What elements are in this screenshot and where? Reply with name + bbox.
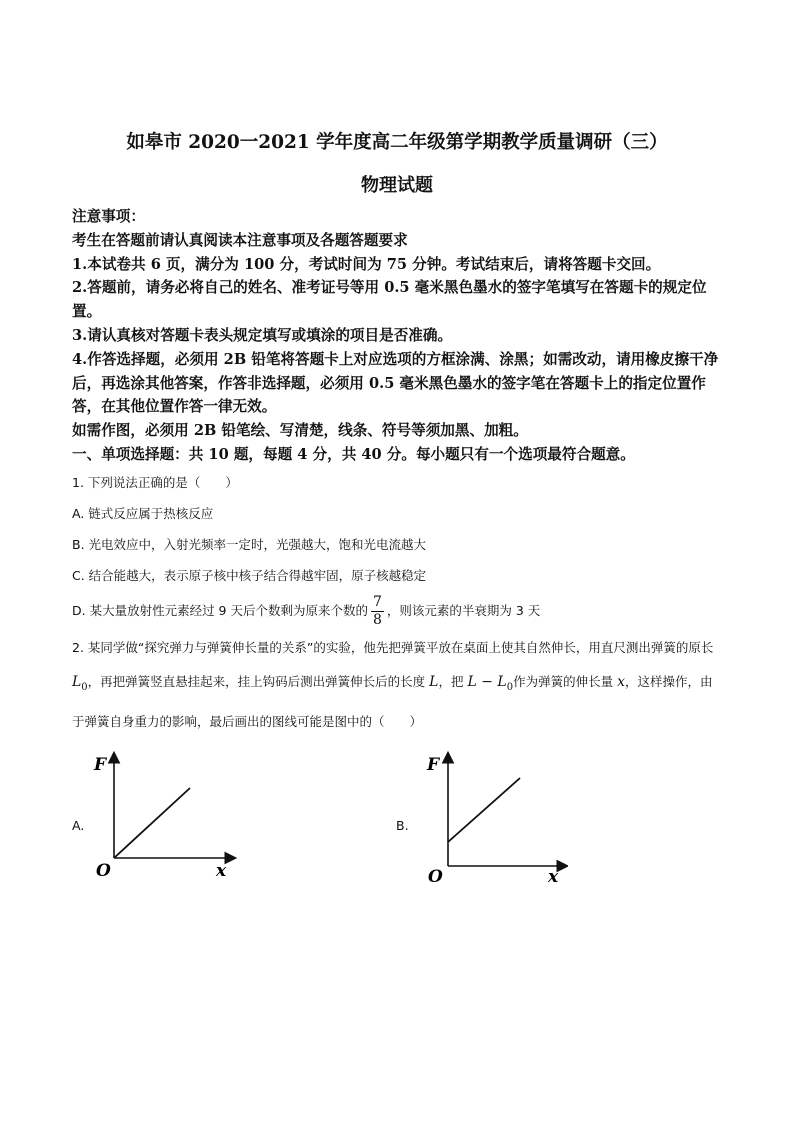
math-var: L <box>72 673 82 690</box>
notice-line: 3.请认真核对答题卡表头规定填写或填涂的项目是否准确。 <box>72 326 453 344</box>
option-d-text: D. 某大量放射性元素经过 9 天后个数剩为原来个数的 <box>72 602 368 618</box>
graph-b <box>418 748 568 883</box>
question-stem: 1. 下列说法正确的是（ ） <box>72 474 238 490</box>
math-var: L <box>467 673 477 690</box>
option-d <box>72 591 722 631</box>
exam-title: 如皋市 2020一2021 学年度高二年级第学期教学质量调研（三） <box>126 132 668 153</box>
stem-text: 2. 某同学做“探究弹力与弹簧伸长量的关系”的实验，他先把弹簧平放在桌面上使其自然伸长，用直尺测出弹簧的原长 <box>72 639 714 655</box>
math-L: L <box>429 673 439 690</box>
math-var: L <box>497 673 507 690</box>
notice-line: 2.答题前，请务必将自己的姓名、准考证号等用 0.5 毫米黑色墨水的签字笔填写在答题卡的规定位置。 <box>72 279 707 321</box>
fraction <box>371 594 384 629</box>
math-L0 <box>72 673 88 693</box>
stem-text: 作为弹簧的伸长量 <box>513 673 614 689</box>
stem-text: ，再把弹簧竖直悬挂起来，挂上钩码后测出弹簧伸长后的长度 <box>87 673 426 689</box>
origin-label: O <box>96 861 111 881</box>
fraction-denominator: 8 <box>372 611 382 628</box>
notice-heading: 注意事项： <box>72 208 145 225</box>
data-line <box>448 778 520 842</box>
y-axis-label: F <box>94 755 107 775</box>
graph-a <box>92 748 242 883</box>
notice-line: 4.作答选择题，必须用 2B 铅笔将答题卡上对应选项的方框涂满、涂黑；如需改动，请用橡皮擦干净后，再选涂其他答案，作答非选择题，必须用 0.5 毫米黑色墨水的签字笔在答题卡上的指定位置作答，在其他位置作答一律无效。 <box>72 350 719 416</box>
x-axis-label: x <box>548 867 559 883</box>
notice-line: 1.本试卷共 6 页，满分为 100 分，考试时间为 75 分钟。考试结束后，请将答题卡交回。 <box>72 255 661 273</box>
option-d-text-end: ，则该元素的半衰期为 3 天 <box>386 602 541 618</box>
option-b: B. 光电效应中，入射光频率一定时，光强越大，饱和光电流越大 <box>72 536 427 552</box>
question-stem <box>72 631 722 739</box>
math-x: x <box>617 673 625 690</box>
math-sub: 0 <box>506 681 514 693</box>
math-sub: 0 <box>81 681 88 693</box>
notice-block <box>72 205 722 443</box>
stem-text: ，这样操作，由于弹簧自身重力的影响，最后画出的图线可能是图中的（ ） <box>72 673 713 729</box>
fraction-numerator: 7 <box>372 593 382 610</box>
graph-a-label: A. <box>72 818 85 833</box>
math-op: − <box>476 673 498 690</box>
option-c: C. 结合能越大，表示原子核中核子结合得越牢固，原子核越稳定 <box>72 567 427 583</box>
option-a: A. 链式反应属于热核反应 <box>72 505 214 521</box>
math-diff <box>467 673 514 693</box>
graph-options <box>72 748 722 898</box>
notice-line: 考生在答题前请认真阅读本注意事项及各题答题要求 <box>72 231 408 249</box>
data-line <box>114 788 190 858</box>
exam-subtitle: 物理试题 <box>361 175 433 196</box>
section-heading: 一、单项选择题：共 10 题，每题 4 分，共 40 分。每小题只有一个选项最符合题意。 <box>72 445 635 463</box>
y-axis-label: F <box>427 755 440 775</box>
notice-line: 如需作图，必须用 2B 铅笔绘、写清楚，线条、符号等须加黑、加粗。 <box>72 422 528 440</box>
question-2 <box>72 631 722 739</box>
stem-text: ，把 <box>438 673 464 689</box>
question-1 <box>72 467 722 631</box>
origin-label: O <box>428 867 443 883</box>
graph-b-label: B. <box>396 818 409 833</box>
exam-page <box>72 128 722 883</box>
x-axis-label: x <box>216 861 227 881</box>
